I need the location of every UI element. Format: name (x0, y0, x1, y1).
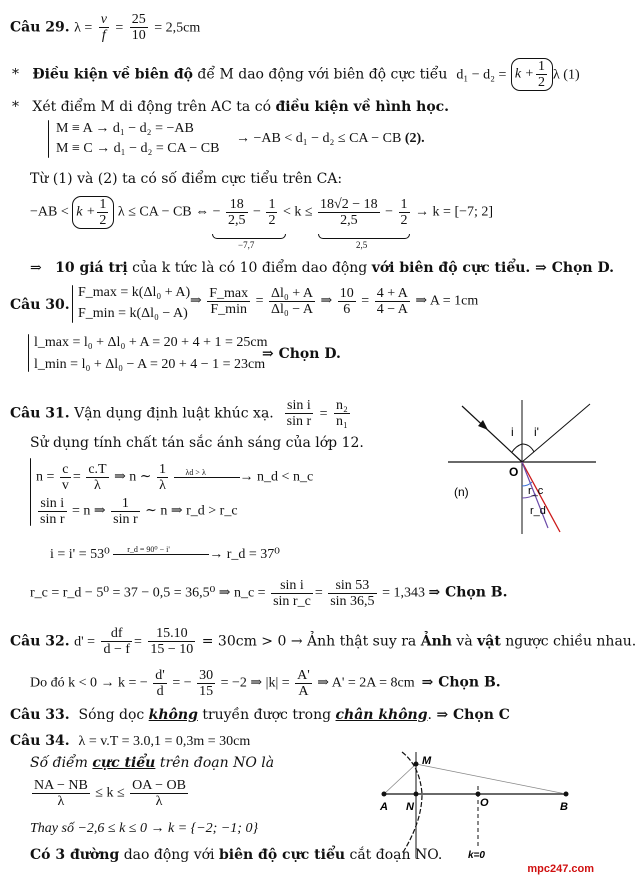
v-over-f: $\frac{v}{f}$ (100, 12, 107, 43)
label-i2: i' (534, 425, 539, 439)
k-plus-half: k + $\frac{1}{2}$ (511, 58, 553, 91)
cond-bold: Điều kiện về biên độ (32, 66, 193, 83)
label-B: B (560, 801, 568, 813)
label-O: O (509, 465, 519, 479)
underbrace-2 (318, 234, 410, 239)
underbrace-1-label: −7,7 (238, 240, 255, 250)
q30-fmax: F_max = k(Δl₀ + A) (78, 285, 191, 300)
q30-brace (72, 285, 73, 323)
q32-line2: Do đó k < 0 → k = − $\frac{d'}{d}$ = − $\frac{30}{15}$ = −2 ⇒ |k| = $\frac{A'}{A}$ ⇒ A' = 2A = 8cm ⇒ Chọn B. (30, 668, 501, 699)
q33-line: Câu 33. Sóng dọc không truyền được trong chân không. ⇒ Chọn C (10, 707, 510, 723)
q31-brace (30, 458, 31, 526)
point-N (414, 792, 419, 797)
refraction-diagram (448, 398, 598, 538)
geo-text: Xét điểm M di động trên AC ta có (32, 99, 271, 115)
from-text: Từ (1) và (2) ta có số điểm cực tiểu trên CA: (30, 171, 343, 187)
label-M: M (422, 755, 432, 767)
q30-label: Câu 30. (10, 297, 70, 313)
q29-geometry: * Xét điểm M di động trên AC ta có điều kiện về hình học. (12, 99, 450, 115)
q31-row1: n = $\frac{c}{v}$ = $\frac{c.T}{\lambda}$ ⇒ n ∼ $\frac{1}{\lambda}$ λd > λ → n_d < n_c (36, 462, 314, 493)
q29-result: = 2,5cm (154, 20, 201, 36)
underbrace-1 (212, 234, 286, 239)
q29-condition: * Điều kiện về biên độ để M dao động với biên độ cực tiểu d₁ − d₂ = k + $\frac{1}{2}$ λ (1) (12, 59, 580, 90)
angle-i2-arc (522, 444, 534, 452)
point-A (382, 792, 387, 797)
q32-line1: Câu 32. d' = $\frac{df}{d - f}$ = $\frac{15.10}{15 - 10}$ = 30cm > 0 → Ảnh thật suy ra Ảnh và vật ngược chiều nhau. (10, 626, 636, 657)
q34-line4: Thay số −2,6 ≤ k ≤ 0 → k = {−2; −1; 0} (30, 821, 259, 836)
system-brace (48, 120, 49, 158)
geo-bold: điều kiện về hình học. (275, 99, 450, 115)
sys-line-1: M ≡ A → d₁ − d₂ = −AB (56, 121, 194, 136)
q34-line3: $\frac{NA - NB}{\lambda}$ ≤ k ≤ $\frac{OA - OB}{\lambda}$ (34, 778, 186, 809)
q30-brace-2 (28, 334, 29, 372)
interference-diagram (374, 744, 596, 864)
line-AM (384, 764, 416, 794)
q31-line1: Câu 31. Vận dụng định luật khúc xạ. $\frac{\text{sin i}}{\text{sin r}}$ = $\frac{\text{n₂}}{\text{n₁}}$ (10, 398, 348, 429)
underbrace-2-label: 2,5 (356, 240, 368, 250)
reflected-ray (522, 404, 590, 462)
q29-label: Câu 29. (10, 19, 70, 36)
q30-fmin: F_min = k(Δl₀ − A) (78, 306, 188, 321)
q30-lmin: l_min = l₀ + Δl₀ − A = 20 + 4 − 1 = 23cm (34, 357, 266, 372)
q31-text2: Sử dụng tính chất tán sắc ánh sáng của lớp 12. (30, 435, 364, 451)
point-M (414, 762, 419, 767)
label-rc: r_c (528, 485, 544, 497)
cond-eq: d₁ − d₂ = (456, 67, 507, 83)
q29-inequality: −AB < k + $\frac{1}{2}$ λ ≤ CA − CB ⇔ − $\frac{18}{2,5}$ − $\frac{1}{2}$ < k ≤ $\frac{18√2 - 18}{2,5}$ − $\frac{1}{2}$ → k = [−7; 2] (30, 197, 494, 228)
line-MB (416, 764, 566, 794)
q29-line1: Câu 29. λ = $\frac{v}{f}$ = $\frac{25}{10}$ = 2,5cm (10, 12, 201, 43)
label-i: i (511, 425, 514, 439)
q31-row2: $\frac{\text{sin i}}{\text{sin r}}$ = n ⇒ $\frac{1}{\text{sin r}}$ ∼ n ⇒ r_d > r_c (40, 496, 238, 527)
sys-result: → −AB < d₁ − d₂ ≤ CA − CB (2). (236, 131, 425, 146)
point-B (564, 792, 569, 797)
q29-conclusion: ⇒ 10 giá trị của k tức là có 10 điểm dao động với biên độ cực tiểu. ⇒ Chọn D. (30, 260, 615, 276)
point-O (476, 792, 481, 797)
cond-end: λ (1) (553, 67, 580, 83)
incident-arrow-icon (478, 420, 488, 430)
q34-line1: Câu 34. λ = v.T = 3.0,1 = 0,3m = 30cm (10, 733, 251, 749)
q31-row4: r_c = r_d − 5⁰ = 37 − 0,5 = 36,5⁰ ⇒ n_c = $\frac{\text{sin i}}{\text{sin r\_c}}$ = $\frac{\sin 53}{\sin 36,5}$ = 1,343 ⇒ Chọn B. (30, 578, 508, 609)
label-n: (n) (454, 485, 469, 499)
q34-conclusion: Có 3 đường dao động với biên độ cực tiểu cắt đoạn NO. (30, 847, 443, 863)
q34-line2: Số điểm cực tiểu trên đoạn NO là (30, 755, 275, 771)
label-N: N (406, 801, 414, 813)
q30-lmax: l_max = l₀ + Δl₀ + A = 20 + 4 + 1 = 25cm (34, 335, 268, 350)
q31-row3: i = i' = 53⁰ r_d = 90⁰ − i' → r_d = 37⁰ (50, 545, 280, 562)
lambda-lhs: λ = (74, 20, 93, 36)
label-k0: k=0 (468, 850, 485, 861)
cond-text: để M dao động với biên độ cực tiểu (197, 66, 448, 83)
sys-line-2: M ≡ C → d₁ − d₂ = CA − CB (56, 141, 220, 156)
q30-ratio: ⇒ $\frac{F\_\max}{F\_\min}$ = $\frac{\text{Δl₀ + A}}{\text{Δl₀ − A}}$ ⇒ $\frac{10}{6}$ = $\frac{4 + A}{4 - A}$ ⇒ A = 1cm (190, 286, 479, 317)
label-rd: r_d (530, 505, 546, 517)
q30-choice: ⇒ Chọn D. (262, 346, 341, 362)
label-A: A (380, 801, 388, 813)
angle-i-arc (512, 444, 522, 452)
25-over-10: $\frac{25}{10}$ (131, 12, 146, 43)
label-O2: O (480, 797, 489, 809)
watermark: mpc247.com (527, 863, 594, 875)
